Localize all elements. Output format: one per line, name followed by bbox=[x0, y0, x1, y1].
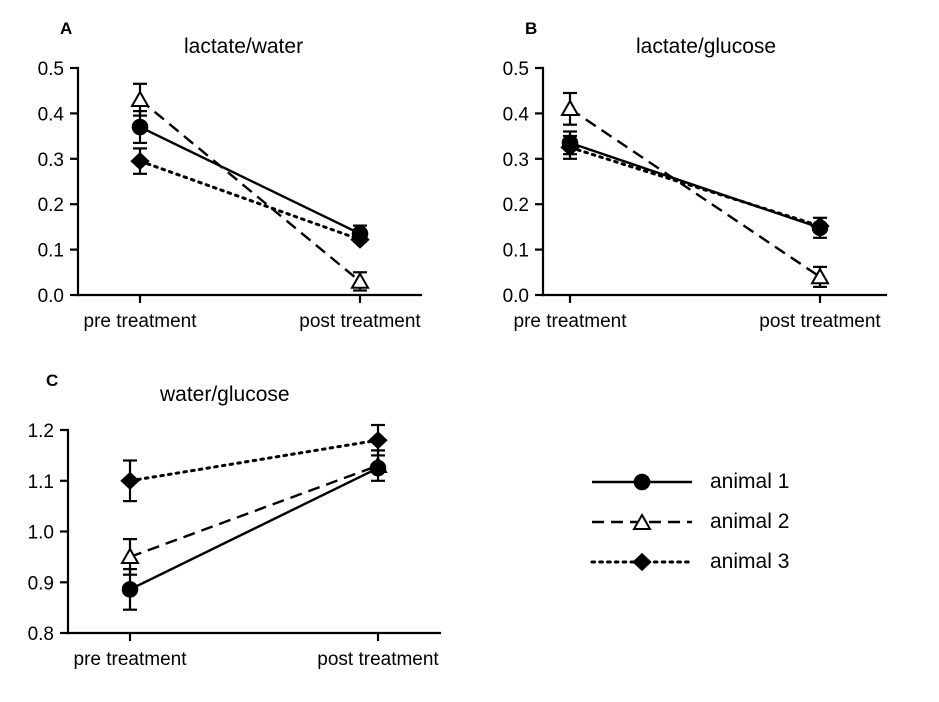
legend-item-animal-3 bbox=[590, 542, 880, 582]
series-line-animal-2 bbox=[130, 466, 378, 557]
legend-label-animal-2: animal 2 bbox=[710, 510, 790, 533]
marker-animal-1 bbox=[813, 220, 828, 235]
marker-animal-1 bbox=[563, 135, 578, 150]
x-tick-label: pre treatment bbox=[73, 649, 187, 670]
marker-animal-2 bbox=[812, 269, 828, 283]
x-tick-label: pre treatment bbox=[83, 311, 197, 332]
marker-animal-1 bbox=[635, 475, 650, 490]
panel-a-letter: A bbox=[60, 19, 73, 38]
y-tick-label: 0.4 bbox=[502, 104, 529, 126]
y-tick-label: 0.5 bbox=[502, 59, 529, 80]
marker-animal-1 bbox=[353, 226, 368, 241]
y-tick-label: 0.1 bbox=[502, 240, 529, 262]
y-tick-label: 1.1 bbox=[27, 471, 54, 493]
x-tick-label: post treatment bbox=[317, 649, 439, 670]
panel-b bbox=[470, 0, 939, 340]
legend-item-animal-2 bbox=[590, 502, 880, 542]
y-tick-label: 0.0 bbox=[37, 286, 64, 307]
legend-sample-animal-1 bbox=[590, 471, 694, 493]
panel-b-letter: B bbox=[525, 19, 538, 38]
series-line-animal-1 bbox=[130, 468, 378, 589]
marker-animal-3 bbox=[132, 153, 149, 169]
y-tick-label: 0.1 bbox=[37, 240, 64, 262]
series-line-animal-1 bbox=[140, 127, 360, 234]
legend-label-animal-3: animal 3 bbox=[710, 550, 790, 573]
x-tick-label: post treatment bbox=[299, 311, 421, 332]
series-line-animal-3 bbox=[140, 161, 360, 240]
y-tick-label: 0.5 bbox=[37, 59, 64, 80]
y-tick-label: 0.0 bbox=[502, 286, 529, 307]
y-tick-label: 0.2 bbox=[502, 195, 529, 217]
y-tick-label: 0.9 bbox=[27, 573, 54, 595]
y-tick-label: 0.3 bbox=[37, 149, 64, 171]
panel-c-letter: C bbox=[46, 371, 59, 390]
y-tick-label: 0.3 bbox=[502, 149, 529, 171]
marker-animal-3 bbox=[122, 473, 139, 489]
panel-a bbox=[0, 0, 470, 340]
marker-animal-1 bbox=[123, 582, 138, 597]
series-line-animal-3 bbox=[130, 440, 378, 481]
panel-b-title: lactate/glucose bbox=[636, 35, 777, 58]
panel-a-title: lactate/water bbox=[184, 35, 304, 58]
panel-c bbox=[0, 348, 470, 688]
legend-sample-animal-3 bbox=[590, 551, 694, 573]
series-line-animal-2 bbox=[140, 100, 360, 282]
legend bbox=[590, 462, 880, 582]
marker-animal-1 bbox=[133, 120, 148, 135]
y-tick-label: 0.4 bbox=[37, 104, 64, 126]
marker-animal-3 bbox=[634, 554, 651, 570]
y-tick-label: 1.2 bbox=[27, 421, 54, 442]
legend-sample-animal-2 bbox=[590, 511, 694, 533]
y-tick-label: 1.0 bbox=[27, 522, 54, 544]
marker-animal-2 bbox=[132, 92, 148, 106]
marker-animal-1 bbox=[371, 461, 386, 476]
y-tick-label: 0.8 bbox=[27, 624, 54, 645]
x-tick-label: post treatment bbox=[759, 311, 881, 332]
legend-item-animal-1 bbox=[590, 462, 880, 502]
legend-label-animal-1: animal 1 bbox=[710, 470, 790, 493]
y-tick-label: 0.2 bbox=[37, 195, 64, 217]
marker-animal-2 bbox=[562, 101, 578, 115]
panel-c-title: water/glucose bbox=[160, 383, 290, 406]
series-line-animal-2 bbox=[570, 109, 820, 277]
series-line-animal-1 bbox=[570, 143, 820, 228]
marker-animal-3 bbox=[370, 432, 387, 448]
x-tick-label: pre treatment bbox=[513, 311, 627, 332]
